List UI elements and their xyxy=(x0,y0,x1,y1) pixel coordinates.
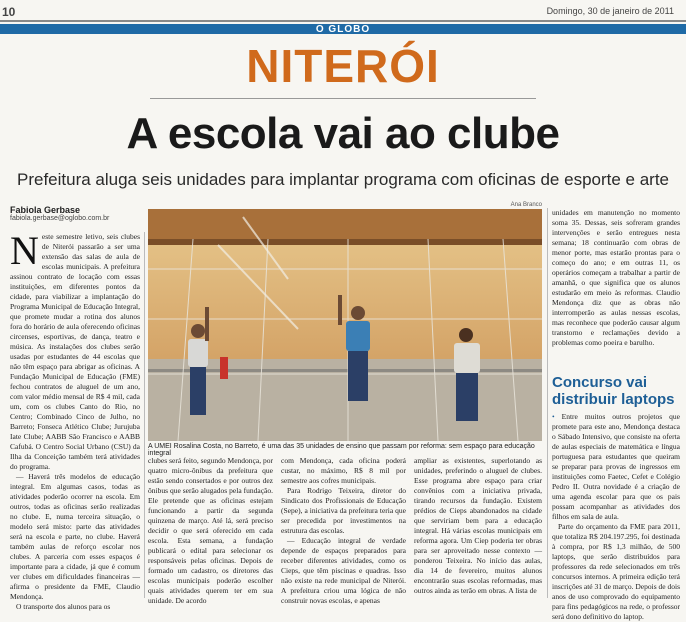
col3-paragraph-1: com Mendonça, cada oficina poderá custar, no máximo, R$ 8 mil por semestre aos cofres municipais. xyxy=(281,456,406,485)
dateline: Domingo, 30 de janeiro de 2011 xyxy=(546,6,674,16)
byline-name: Fabiola Gerbase xyxy=(10,205,81,215)
bullet-icon: • xyxy=(552,412,555,421)
sidebar-body xyxy=(552,412,681,621)
article-column-5 xyxy=(552,208,680,371)
headline: A escola vai ao clube xyxy=(126,109,560,158)
col5-paragraph: unidades em manutenção no momento soma 35. Dessas, seis sofreram grandes intervenções e serão entregues nesta semana; 18 continuarão com obras de menor porte, mas estarão prontas para o começo do ano; e em outras 11, os operários começam a trabalhar a partir de amanhã, o que significa que os alunos estudarão em meio às reformas. Claudio Mendonça diz que as obras não interromperão as aulas nessas escolas, mas reconhece que poderão causar algum transtorno e reclamações devido a problemas como poeira e barulho. xyxy=(552,208,680,347)
photo-caption: A UMEI Rosalina Costa, no Barreto, é uma das 35 unidades de ensino que passam por reforma: sem espaço para educação integral xyxy=(148,443,535,457)
column-divider xyxy=(144,232,145,598)
top-rule xyxy=(0,20,686,22)
article-column-4 xyxy=(414,456,542,598)
col1-paragraph-2: — Haverá três modelos de educação integral. Em algumas casos, todas as atividades poderão ocorrer na escola. Em outros, todas as oficinas serão realizadas no clube. E, numa terceira situação, o modelo será misto: parte das atividades será na escola e parte, no clube. Haverá também aulas de reforço escolar nos clubes. A parceria com esses espaços é importante para a cidade, já que é comum ver clubes em dificuldades financeiras — afirma o presidente da FME, Claudio Mendonça. xyxy=(10,472,140,601)
col4-paragraph: ampliar as existentes, superlotando as unidades, preferindo o aluguel de clubes. Esse programa abre espaço para criar convênios com a iniciativa privada, tirando recursos da fundação. Existem prédios de Cieps abandonados na cidade que serviriam bem para a educação integral. Há várias escolas municipais em reforma agora. Um Ciep poderia ter obras para ser aproveitado nesse contexto — ponderou Teixeira. No início das aulas, dia 14 de fevereiro, muitos alunos encontrarão suas escolas reformadas, mas outros ainda as terão em obras. A lista de xyxy=(414,456,542,595)
col3-paragraph-3: — Educação integral de verdade depende de espaços preparados para receber diferentes atividades, como os Cieps, que têm piscinas e quadras. Isso não existe na rede municipal de Niterói. A prefeitura criou uma lógica de não construir novas escolas, e apenas xyxy=(281,536,406,605)
article-photo xyxy=(148,209,542,441)
col3-paragraph-2: Para Rodrigo Teixeira, diretor do Sindicato dos Profissionais de Educação (Sepe), a iniciativa da prefeitura teria que ser precedida por investimentos na estrutura das escolas. xyxy=(281,486,406,535)
article-column-3 xyxy=(281,456,406,605)
drop-cap: N xyxy=(10,228,39,273)
newspaper-brand: O GLOBO xyxy=(315,24,371,35)
article-column-2 xyxy=(148,456,273,605)
section-title: NITERÓI xyxy=(246,40,440,92)
page-top-line xyxy=(0,3,686,19)
subheadline: Prefeitura aluga seis unidades para implantar programa com oficinas de esporte e arte xyxy=(16,170,670,189)
sidebar-title: Concurso vai distribuir laptops xyxy=(552,374,675,408)
byline-email: fabiola.gerbase@oglobo.com.br xyxy=(10,215,110,222)
col2-paragraph: clubes será feito, segundo Mendonça, por quatro micro-ônibus da prefeitura que estão sendo consertados e por outros dez ônibus que serão alugados pela fundação. Ele pretende que as oficinas estejam funcionando a partir da segunda quinzena de março. Até lá, será preciso decidir o que será oferecido em cada escola. Esta semana, a fundação publicará o edital para selecionar os responsáveis pelas oficinas. Depois de formado um cadastro, os diretores das escolas municipais poderão escolher quais atividades querem ter em sua unidade. De acordo xyxy=(148,456,273,605)
col1-paragraph-1: este semestre letivo, seis clubes de Niterói passarão a ser uma extensão das salas de aula de escolas municipais. A prefeitura assinou contrato de locação com essas instituições, em diferentes pontos da cidade, para viabilizar a implantação do Programa Municipal de Educação Integral, que promete mudar a rotina dos alunos fora do horário de aula oferecendo oficinas circenses, esportivas, de dança, teatro e música. As instalações dos clubes serão usadas por estudantes de 44 escolas que não têm espaço para abrigar as oficinas. A Fundação Municipal de Educação (FME) fechou contratos de aluguel de um ano, com valor médio mensal de R$ 4 mil, cada um, com os clubes Canto do Rio, no Centro; Combinado Cinco de Julho, no Barreto; Fonseca Atlético Clube; Jurujuba Iate Clube; AABB São Francisco e AABB Cafubá. O Centro Social Urbano (CSU) da Ilha da Conceição também terá atividades do programa. xyxy=(10,232,140,471)
photo-credit: Ana Branco xyxy=(510,202,542,208)
section-rule xyxy=(150,98,536,99)
column-divider xyxy=(547,208,548,598)
sidebar-paragraph-1: Entre muitos outros projetos que promete para este ano, Mendonça destaca o Sábado Intensivo, que consiste na oferta de aulas especiais de matemática e língua portuguesa para estudantes que queiram se preparar para provas de ingressos em instituições como Faetec, Cefet e Colégio Pedro II. Outra novidade é a criação de uma agenda escolar para que os pais possam acompanhar as atividades dos filhos em sala de aula. xyxy=(552,412,681,521)
byline xyxy=(10,205,140,222)
article-column-1 xyxy=(10,228,140,611)
page-number: 10 xyxy=(2,5,16,19)
photo-illustration xyxy=(148,209,542,441)
sidebar-paragraph-2: Parte do orçamento da FME para 2011, que totaliza R$ 204.197.295, foi destinada à compra, por R$ 1,3 milhão, de 500 laptops, que serão distribuídos para professores da rede selecionados em três concursos internos. A primeira edição terá inscrições até 31 de março. Depois de dois anos de uso comprovado do equipamento para fins pedagógicos na rede, o professor será dono definitivo do laptop. xyxy=(552,522,680,621)
col1-paragraph-3: O transporte dos alunos para os xyxy=(16,602,111,611)
